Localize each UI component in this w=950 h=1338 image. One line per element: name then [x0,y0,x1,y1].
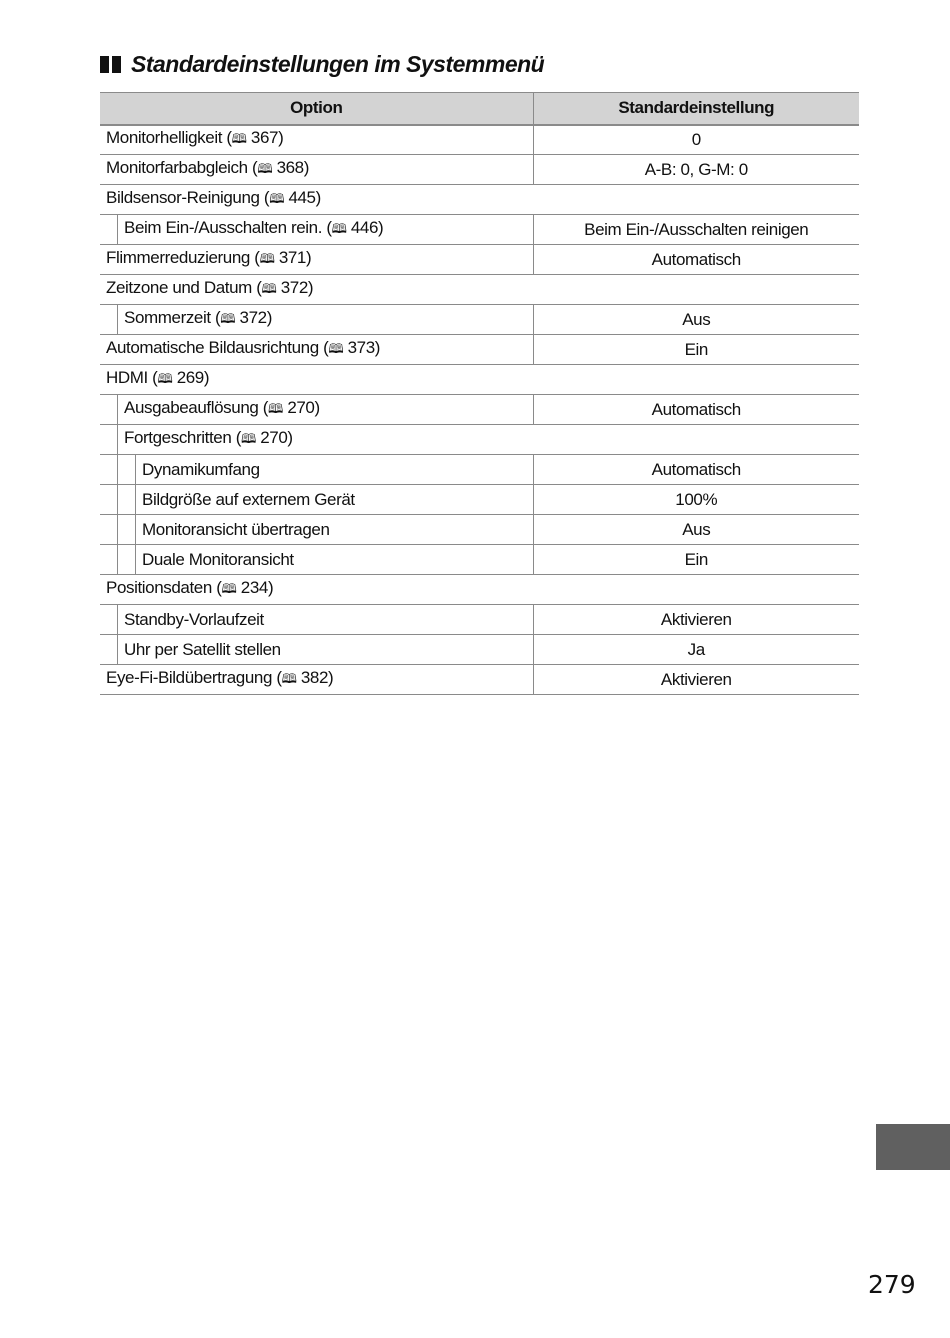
option-cell: Monitorfarbabgleich (🕮 368) [100,155,533,185]
page-ref: 269 [176,367,204,387]
page-ref: 372 [239,307,267,327]
option-cell: Bildsensor-Reinigung (🕮 445) [100,185,859,215]
option-cell [100,605,533,635]
option-cell [100,515,533,545]
option-cell: Flimmerreduzierung (🕮 371) [100,245,533,275]
table-row [100,575,859,605]
chapter-tab [876,1124,950,1170]
option-label: Flimmerreduzierung [106,247,250,267]
table-header-row [100,93,859,125]
heading-marker-icon [100,56,121,73]
page-ref: 372 [280,277,308,297]
option-label: Duale Monitoransicht [142,549,294,569]
book-ref-icon: 🕮 [259,251,275,267]
table-row [100,425,859,455]
option-label: Bildsensor-Reinigung [106,187,260,207]
book-ref-icon: 🕮 [331,221,347,237]
default-value-cell: Ein [533,545,859,575]
option-cell: HDMI (🕮 269) [100,365,859,395]
table-row [100,155,859,185]
heading-title: Standardeinstellungen im Systemmenü [131,50,545,77]
indent-guide-line [117,605,118,665]
option-cell: Ausgabeauflösung (🕮 270) [100,395,533,425]
option-label: HDMI [106,367,148,387]
option-label: Standby-Vorlaufzeit [124,609,264,629]
option-cell [100,545,533,575]
book-ref-icon: 🕮 [240,431,256,447]
option-label: Uhr per Satellit stellen [124,639,281,659]
option-label: Positionsdaten [106,577,212,597]
option-label: Monitorfarbabgleich [106,157,248,177]
option-label: Ausgabeauflösung [124,397,259,417]
table-row [100,395,859,425]
page-ref: 234 [240,577,268,597]
default-value-cell: Ja [533,635,859,665]
option-cell: Beim Ein-/Ausschalten rein. (🕮 446) [100,215,533,245]
default-value-cell: 0 [533,125,859,155]
default-value-cell: Automatisch [533,245,859,275]
option-cell: Sommerzeit (🕮 372) [100,305,533,335]
table-row [100,485,859,515]
book-ref-icon: 🕮 [281,671,297,687]
option-cell: Positionsdaten (🕮 234) [100,575,859,605]
table-row [100,605,859,635]
default-value-cell: Beim Ein-/Ausschalten reinigen [533,215,859,245]
option-label: Monitorhelligkeit [106,127,223,147]
page-ref: 445 [288,187,316,207]
option-cell: Zeitzone und Datum (🕮 372) [100,275,859,305]
default-value-cell: A-B: 0, G-M: 0 [533,155,859,185]
option-label: Eye-Fi-Bildübertragung [106,667,273,687]
default-value-cell: 100% [533,485,859,515]
default-value-cell: Ein [533,335,859,365]
page-ref: 446 [350,217,379,237]
book-ref-icon: 🕮 [231,131,247,147]
book-ref-icon: 🕮 [268,401,283,417]
option-cell [100,485,533,515]
book-ref-icon: 🕮 [269,191,285,207]
option-cell [100,455,533,485]
option-label: Bildgröße auf externem Gerät [142,489,355,509]
book-ref-icon: 🕮 [220,311,236,327]
page-ref: 371 [278,247,306,267]
page-ref: 373 [347,337,375,357]
table-row [100,215,859,245]
header-default: Standardeinstellung [533,93,859,125]
option-label: Automatische Bildausrichtung [106,337,319,357]
header-option: Option [100,93,533,125]
table-row [100,335,859,365]
option-cell [100,635,533,665]
table-row [100,245,859,275]
indent-guide-line [117,395,118,575]
section-heading [100,46,544,82]
book-ref-icon: 🕮 [328,341,344,357]
book-ref-icon: 🕮 [157,371,173,387]
default-value-cell: Aus [533,305,859,335]
page-ref: 382 [300,667,329,687]
option-label: Fortgeschritten [124,427,232,447]
indent-guide-line [117,215,118,245]
table-row [100,455,859,485]
default-value-cell: Aktivieren [533,665,859,695]
option-label: Beim Ein-/Ausschalten rein. [124,217,323,237]
book-ref-icon: 🕮 [221,581,237,597]
page-ref: 270 [287,397,315,417]
book-ref-icon: 🕮 [257,161,273,177]
book-ref-icon: 🕮 [261,281,277,297]
indent-guide-line [135,455,136,575]
table-row [100,665,859,695]
defaults-table [100,92,859,695]
table-row [100,545,859,575]
option-label: Sommerzeit [124,307,211,327]
table-row [100,185,859,215]
option-cell: Eye-Fi-Bildübertragung (🕮 382) [100,665,533,695]
option-cell: Automatische Bildausrichtung (🕮 373) [100,335,533,365]
page-ref: 368 [276,157,304,177]
option-label: Dynamikumfang [142,459,260,479]
option-label: Monitoransicht übertragen [142,519,330,539]
option-cell: Fortgeschritten (🕮 270) [100,425,859,455]
indent-guide-line [117,305,118,335]
page-ref: 270 [260,427,288,447]
table-row [100,125,859,155]
page-ref: 367 [250,127,279,147]
table-row [100,365,859,395]
table-row [100,305,859,335]
default-value-cell: Automatisch [533,395,859,425]
option-cell: Monitorhelligkeit (🕮 367) [100,125,533,155]
default-value-cell: Automatisch [533,455,859,485]
page-number: 279 [868,1270,916,1299]
default-value-cell: Aktivieren [533,605,859,635]
default-value-cell: Aus [533,515,859,545]
table-row [100,275,859,305]
table-row [100,515,859,545]
table-row [100,635,859,665]
option-label: Zeitzone und Datum [106,277,252,297]
